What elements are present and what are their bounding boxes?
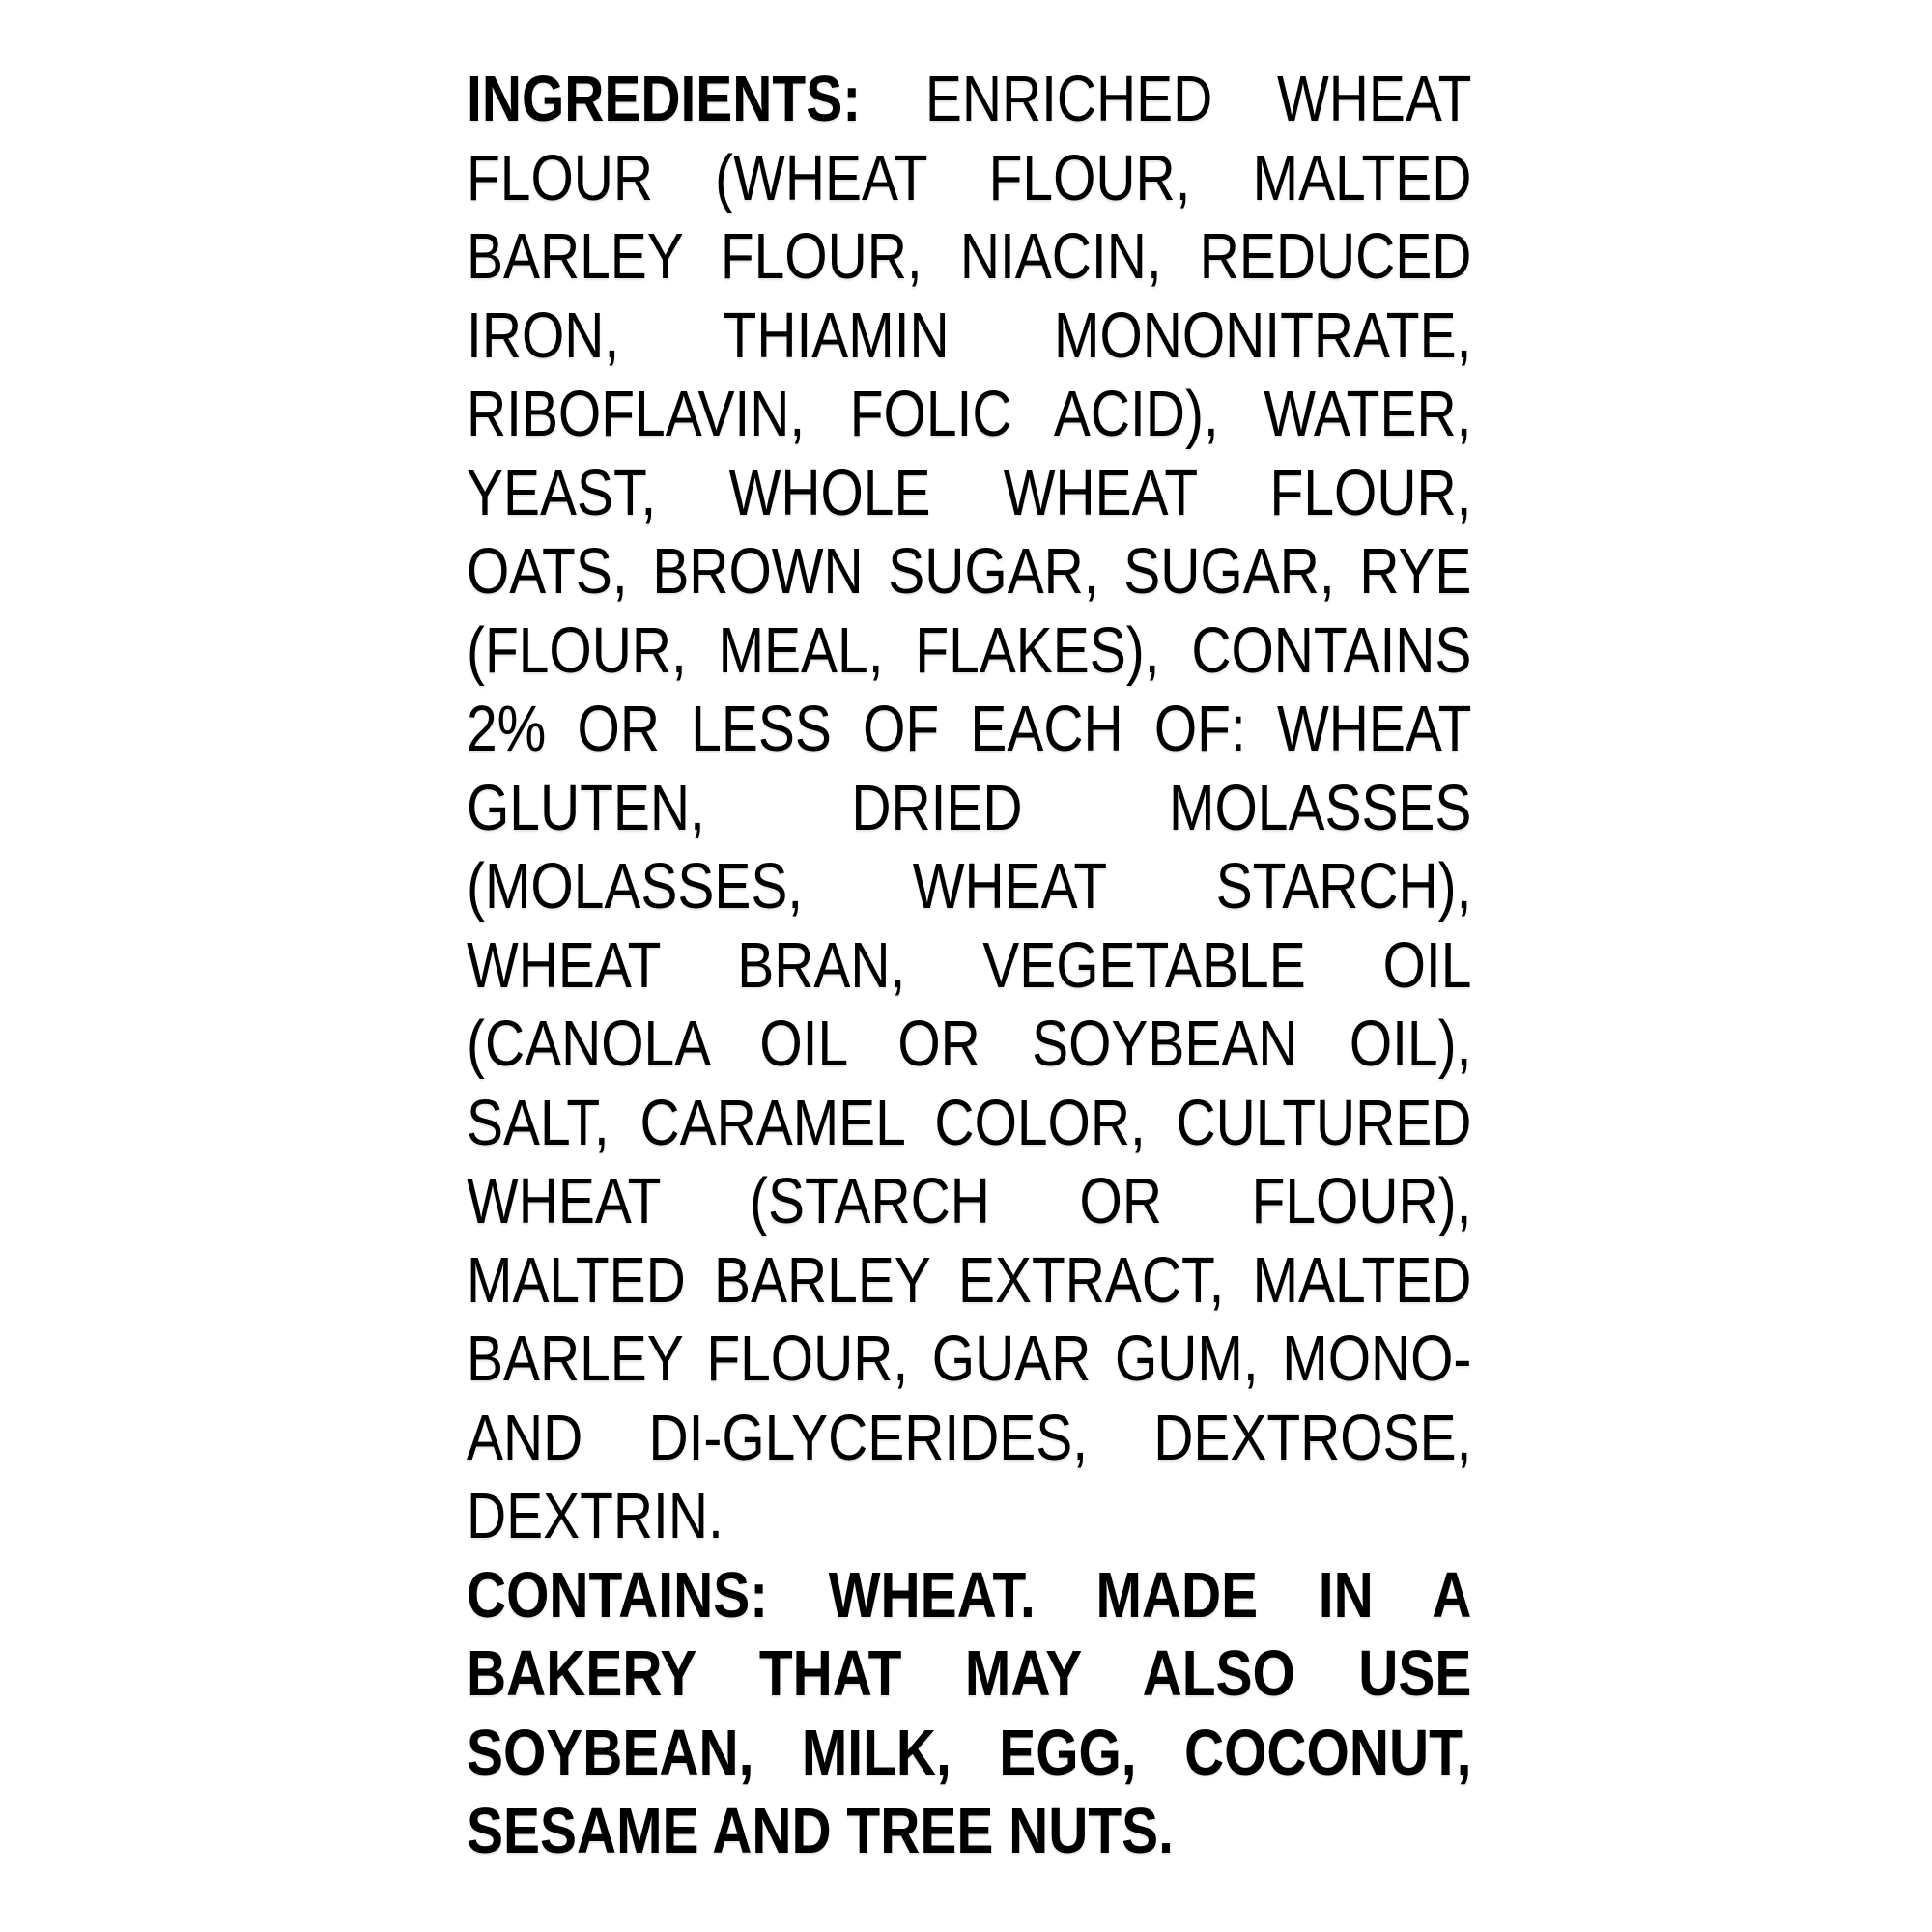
label-line [467,926,1471,1006]
label-line-segment: BARLEY FLOUR, GUAR GUM, MONO- [467,1322,1472,1395]
label-line [467,1084,1471,1163]
label-line-segment: ENRICHED WHEAT [861,63,1472,135]
label-line [467,1162,1471,1241]
label-line-segment: OATS, BROWN SUGAR, SUGAR, RYE [467,535,1472,608]
label-line-segment: GLUTEN, DRIED MOLASSES [467,771,1472,844]
label-line-segment: (CANOLA OIL OR SOYBEAN OIL), [467,1008,1472,1080]
label-line [467,532,1471,611]
label-line [467,297,1471,376]
label-line [467,611,1471,691]
label-line-segment: YEAST, WHOLE WHEAT FLOUR, [467,456,1472,529]
label-line-segment-bold: BAKERY THAT MAY ALSO USE [467,1637,1472,1710]
label-line-segment: WHEAT BRAN, VEGETABLE OIL [467,928,1472,1002]
label-line-segment: DEXTRIN. [467,1480,724,1552]
label-line [467,690,1471,769]
label-line [467,1634,1471,1714]
label-line-segment-bold: CONTAINS: WHEAT. MADE IN A [467,1558,1472,1632]
label-line [467,847,1471,926]
label-line [467,1241,1471,1321]
label-line [467,1005,1471,1084]
label-line-segment: SALT, CARAMEL COLOR, CULTURED [467,1086,1472,1159]
label-line [467,454,1471,533]
label-line-segment: BARLEY FLOUR, NIACIN, REDUCED [467,220,1472,293]
label-line [467,60,1471,139]
label-line-segment-bold: SOYBEAN, MILK, EGG, COCONUT, [467,1716,1472,1789]
label-line [467,1556,1471,1635]
label-line [467,1477,1471,1556]
label-line-segment: WHEAT (STARCH OR FLOUR), [467,1165,1472,1237]
label-line [467,375,1471,454]
label-line [467,217,1471,297]
label-line-segment: IRON, THIAMIN MONONITRATE, [467,298,1472,372]
label-line-segment-bold: INGREDIENTS: [467,63,862,135]
label-line-segment: FLOUR (WHEAT FLOUR, MALTED [467,141,1472,214]
label-line [467,1320,1471,1399]
label-line-segment: RIBOFLAVIN, FOLIC ACID), WATER, [467,378,1472,450]
label-line-segment: MALTED BARLEY EXTRACT, MALTED [467,1243,1472,1317]
label-line-segment-bold: SESAME AND TREE NUTS. [467,1795,1174,1867]
label-line-segment: 2% OR LESS OF EACH OF: WHEAT [467,693,1472,765]
label-line [467,1792,1471,1871]
label-line [467,1399,1471,1478]
label-line-segment: (FLOUR, MEAL, FLAKES), CONTAINS [467,613,1472,687]
ingredients-label [467,60,1471,1871]
label-line [467,1714,1471,1793]
label-line [467,769,1471,848]
label-line-segment: (MOLASSES, WHEAT STARCH), [467,850,1472,923]
label-line-segment: AND DI-GLYCERIDES, DEXTROSE, [467,1401,1472,1474]
label-line [467,139,1471,218]
